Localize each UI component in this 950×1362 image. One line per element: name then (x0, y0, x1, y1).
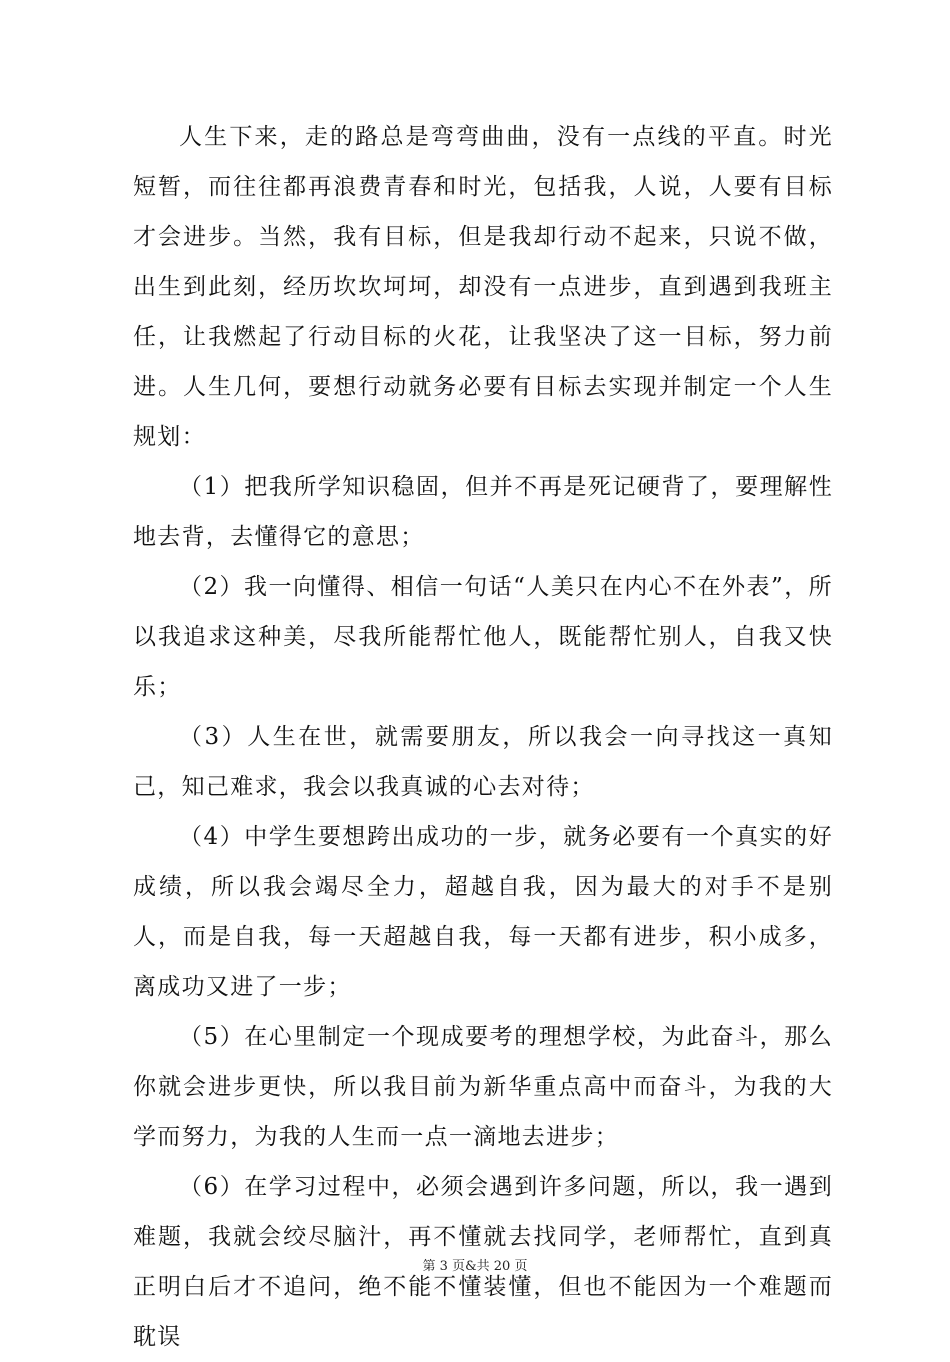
paragraph-item-4: （4）中学生要想跨出成功的一步，就务必要有一个真实的好成绩，所以我会竭尽全力，超越自我，因为最大的对手不是别人，而是自我，每一天超越自我，每一天都有进步，积小成多，离成功又进了一步； (133, 824, 833, 1000)
page-footer: 第 3 页&共 20 页 (422, 1259, 528, 1274)
paragraph-item-6: （6）在学习过程中，必须会遇到许多问题，所以，我一遇到难题，我就会绞尽脑汁，再不懂就去找同学，老师帮忙，直到真正明白后才不追问，绝不能不懂装懂，但也不能因为一个难题而耽误 (133, 1174, 833, 1350)
paragraph-item-3: （3）人生在世，就需要朋友，所以我会一向寻找这一真知己，知己难求，我会以我真诚的心去对待； (133, 724, 833, 800)
paragraph-item-5: （5）在心里制定一个现成要考的理想学校，为此奋斗，那么你就会进步更快，所以我目前为新华重点高中而奋斗，为我的大学而努力，为我的人生而一点一滴地去进步； (133, 1024, 833, 1150)
document-body (133, 112, 833, 1362)
paragraph-item-1: （1）把我所学知识稳固，但并不再是死记硬背了，要理解性地去背，去懂得它的意思； (133, 474, 833, 550)
paragraph-intro: 人生下来，走的路总是弯弯曲曲，没有一点线的平直。时光短暂，而往往都再浪费青春和时光，包括我，人说，人要有目标才会进步。当然，我有目标，但是我却行动不起来，只说不做，出生到此刻，经历坎坎坷坷，却没有一点进步，直到遇到我班主任，让我燃起了行动目标的火花，让我坚决了这一目标，努力前进。人生几何，要想行动就务必要有目标去实现并制定一个人生规划： (133, 124, 833, 450)
paragraph-item-2: （2）我一向懂得、相信一句话“人美只在内心不在外表”，所以我追求这种美，尽我所能帮忙他人，既能帮忙别人，自我又快乐； (133, 574, 833, 700)
